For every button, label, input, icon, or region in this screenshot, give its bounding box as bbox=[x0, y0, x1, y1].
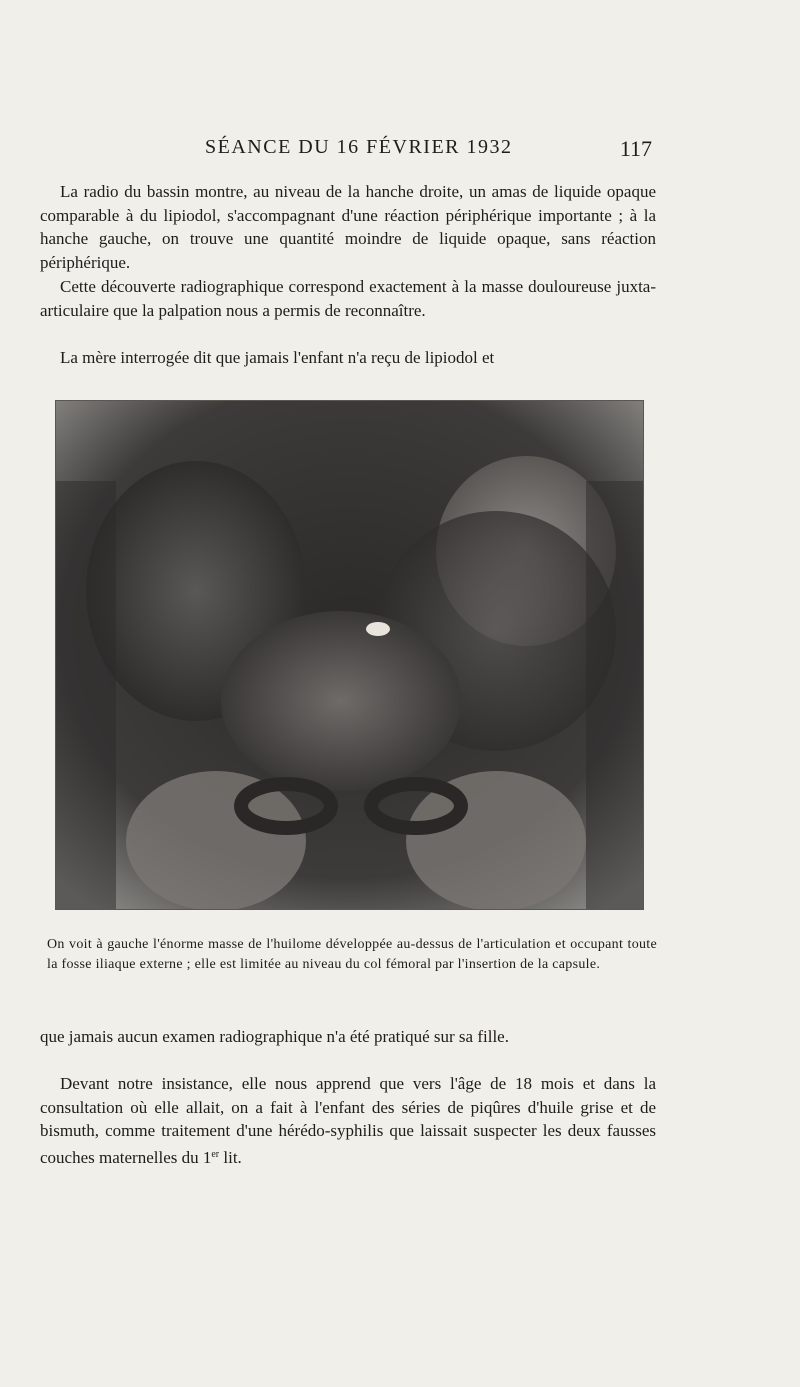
running-head bbox=[40, 136, 656, 166]
paragraph-4: que jamais aucun examen radiographique n'a été pratiqué sur sa fille. bbox=[40, 1027, 509, 1046]
paragraph-1: La radio du bassin montre, au niveau de la hanche droite, un amas de liquide opaque comparable à du lipiodol, s'accompagnant d'une réaction périphérique importante ; à la hanche gauche, on trouve une quantité moindre de liquide opaque, sans réaction périphérique. bbox=[40, 182, 656, 272]
paragraph-5-text: Devant notre insistance, elle nous apprend que vers l'âge de 18 mois et dans la consultation où elle allait, on a fait à l'enfant des séries de piqûres d'huile grise et de bismuth, comme traitement d'une hérédo-syphilis que laissait suspecter les deux fausses couches maternelles du bbox=[40, 1074, 656, 1167]
pelvis-radiograph-image bbox=[56, 401, 643, 909]
paragraph-5-end: lit. bbox=[219, 1147, 242, 1167]
page-number: 117 bbox=[619, 136, 652, 161]
paragraph-3: La mère interrogée dit que jamais l'enfant n'a reçu de lipiodol et bbox=[60, 348, 495, 367]
figure-caption: On voit à gauche l'énorme masse de l'huilome développée au-dessus de l'articulation et occupant toute la fosse iliaque externe ; elle est limitée au niveau du col fémoral par l'insertion de la capsule. bbox=[47, 937, 657, 972]
paragraph-2: Cette découverte radiographique correspond exactement à la masse douloureuse juxta-articulaire que la palpation nous a permis de reconnaître. bbox=[40, 277, 656, 320]
paragraph-5 bbox=[40, 1072, 656, 1169]
paragraph-5-ordinal-suffix: er bbox=[211, 1148, 220, 1160]
running-title: SÉANCE DU 16 FÉVRIER 1932 bbox=[205, 136, 513, 158]
paragraph-5-ordinal: 1 bbox=[202, 1147, 212, 1167]
radiograph-figure bbox=[55, 400, 644, 910]
